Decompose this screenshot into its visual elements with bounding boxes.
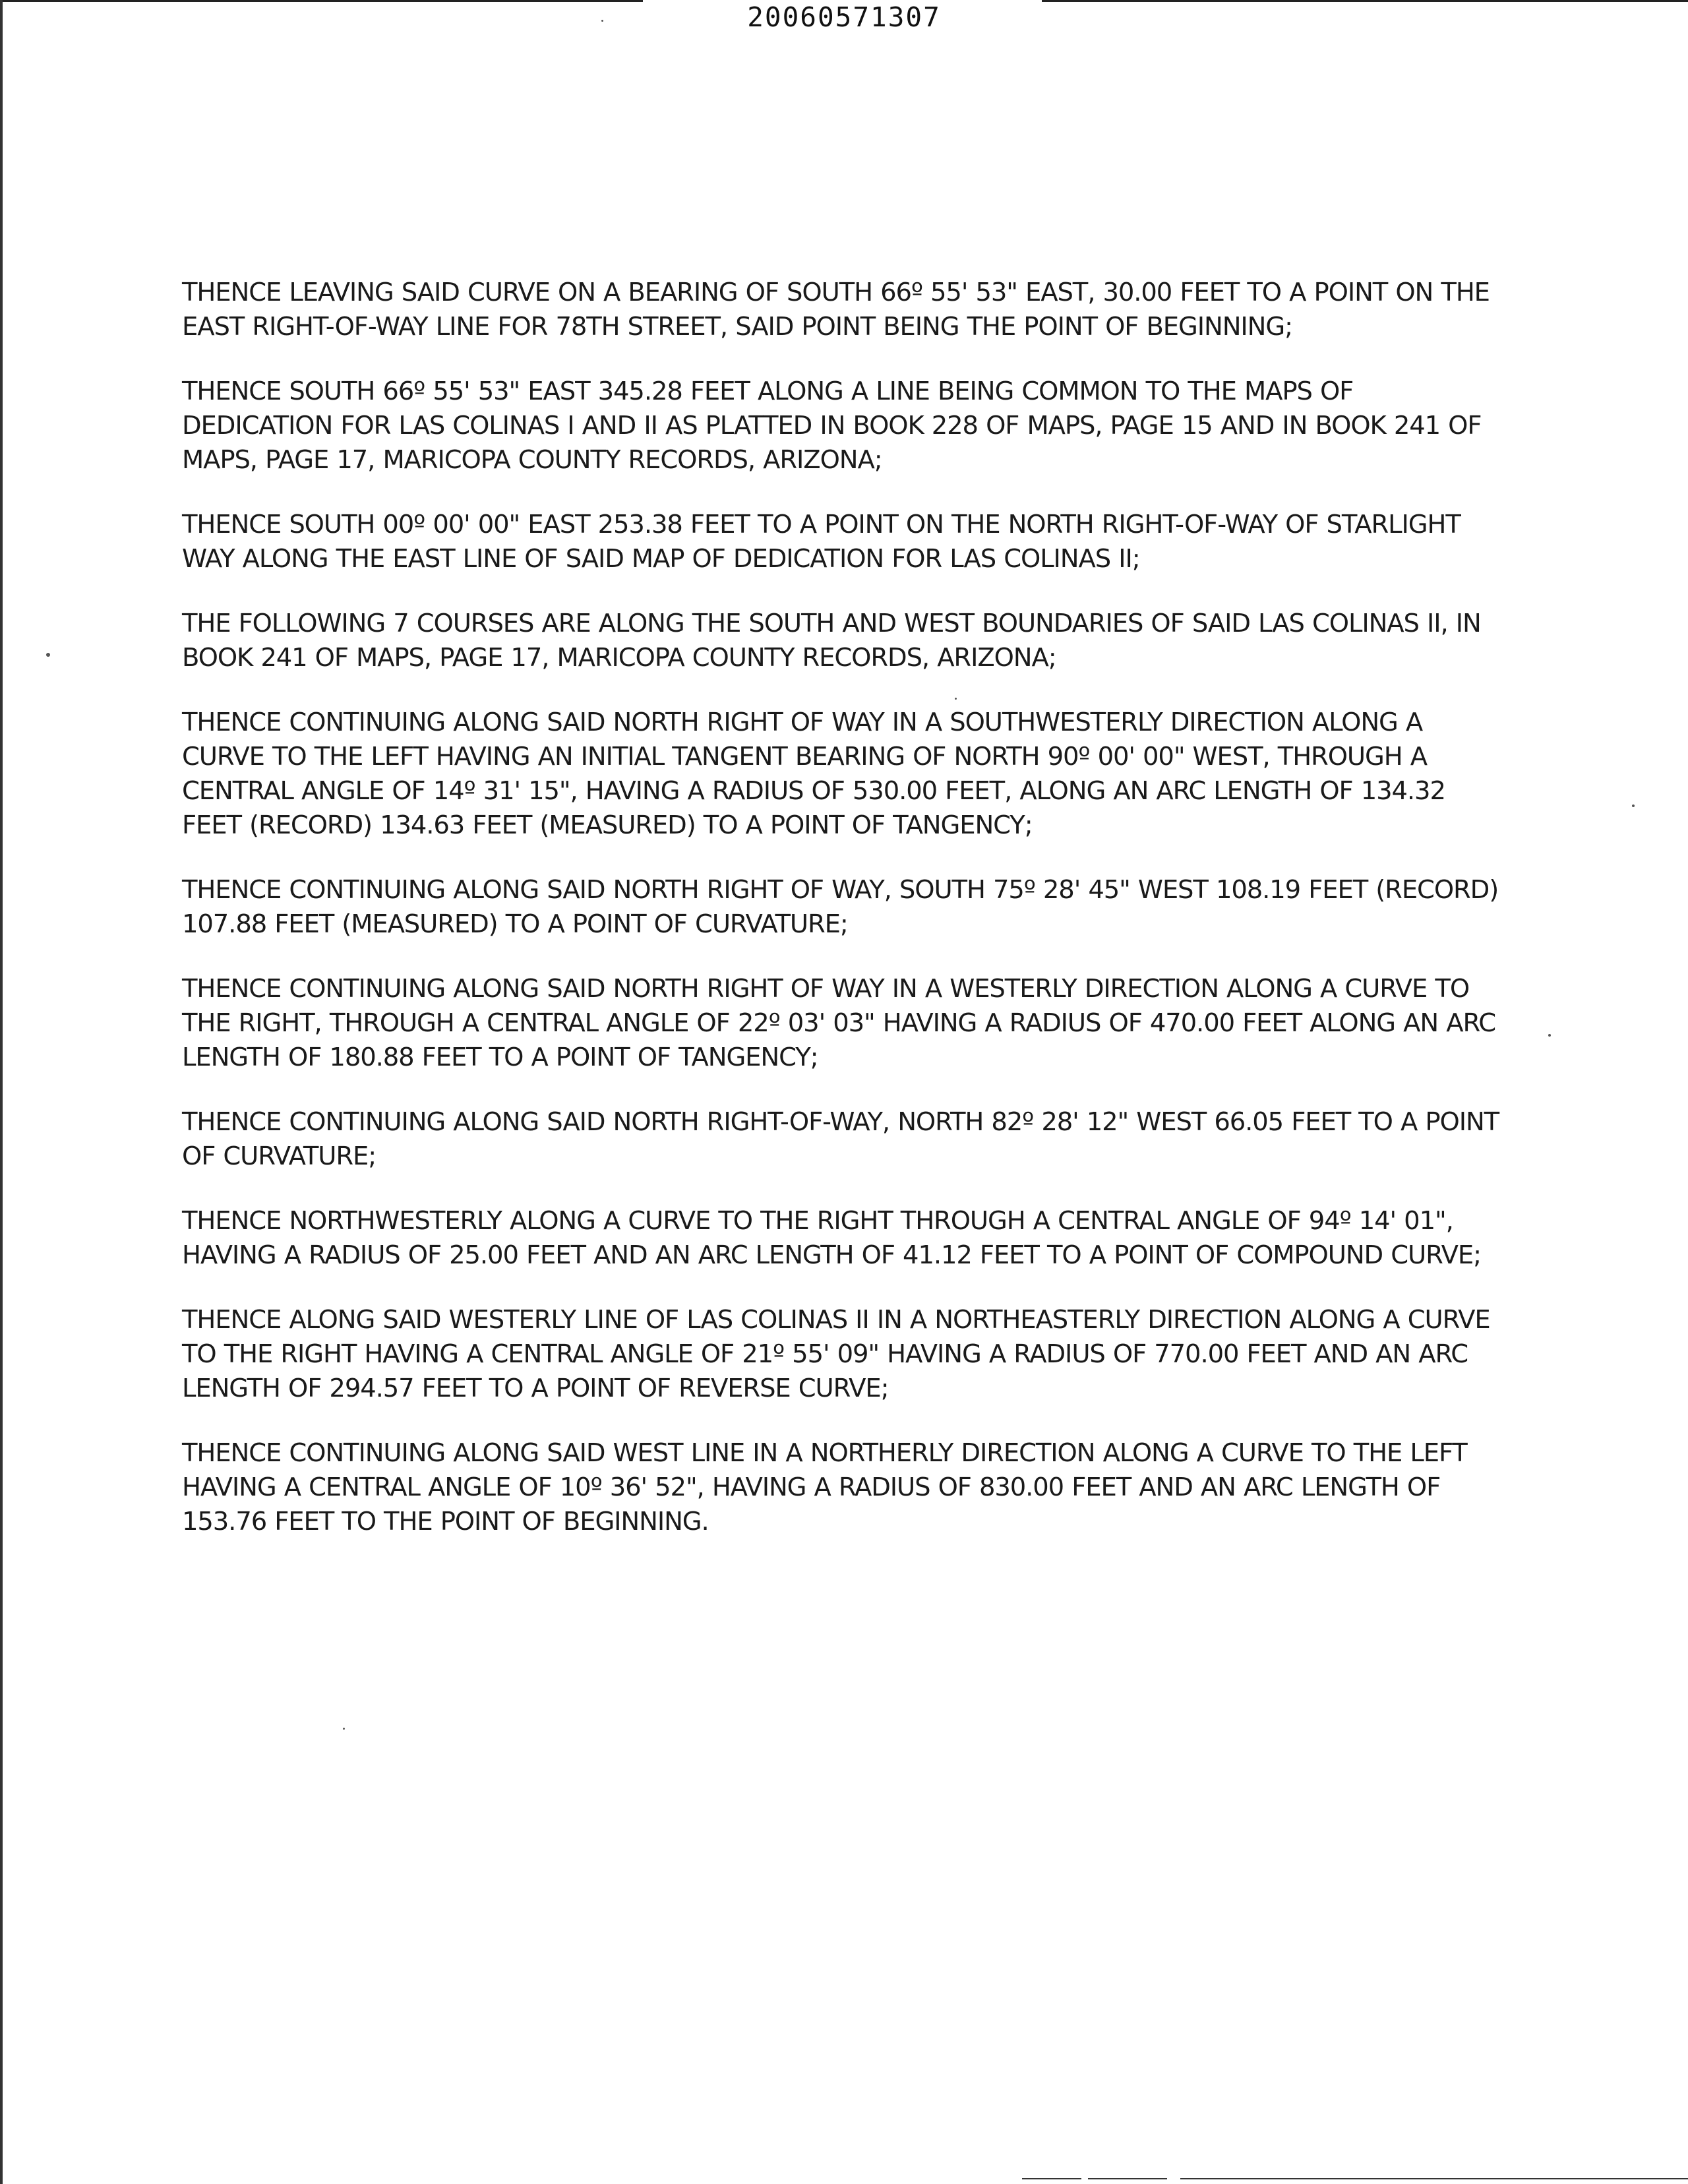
paragraph: THENCE CONTINUING ALONG SAID NORTH RIGHT OF WAY IN A SOUTHWESTERLY DIRECTION ALONG A CURVE TO THE LEFT HAVING AN INITIAL TANGENT BEARING OF NORTH 90º 00' 00" WEST, THROUGH A CENTRAL ANGLE OF 14º 31' 15", HAVING A RADIUS OF 530.00 FEET, ALONG AN ARC LENGTH OF 134.32 FEET (RECORD) 134.63 FEET (MEASURED) TO A POINT OF TANGENCY; xyxy=(182,708,1445,840)
paragraph: THENCE CONTINUING ALONG SAID NORTH RIGHT OF WAY IN A WESTERLY DIRECTION ALONG A CURVE TO THE RIGHT, THROUGH A CENTRAL ANGLE OF 22º 03' 03" HAVING A RADIUS OF 470.00 FEET ALONG AN ARC LENGTH OF 180.88 FEET TO A POINT OF TANGENCY; xyxy=(182,974,1495,1072)
paragraph: THENCE CONTINUING ALONG SAID NORTH RIGHT-OF-WAY, NORTH 82º 28' 12" WEST 66.05 FEET TO A POINT OF CURVATURE; xyxy=(182,1107,1499,1171)
paragraph: THENCE SOUTH 66º 55' 53" EAST 345.28 FEET ALONG A LINE BEING COMMON TO THE MAPS OF DEDICATION FOR LAS COLINAS I AND II AS PLATTED IN BOOK 228 OF MAPS, PAGE 15 AND IN BOOK 241 OF MAPS, PAGE 17, MARICOPA COUNTY RECORDS, ARIZONA; xyxy=(182,377,1482,475)
scan-border-bottom xyxy=(1088,2178,1167,2179)
paragraph: THENCE CONTINUING ALONG SAID WEST LINE IN A NORTHERLY DIRECTION ALONG A CURVE TO THE LEFT HAVING A CENTRAL ANGLE OF 10º 36' 52", HAVING A RADIUS OF 830.00 FEET AND AN ARC LENGTH OF 153.76 FEET TO THE POINT OF BEGINNING. xyxy=(182,1438,1467,1536)
paragraph: THENCE NORTHWESTERLY ALONG A CURVE TO THE RIGHT THROUGH A CENTRAL ANGLE OF 94º 14' 01", HAVING A RADIUS OF 25.00 FEET AND AN ARC LENGTH OF 41.12 FEET TO A POINT OF COMPOUND CURVE; xyxy=(182,1206,1481,1270)
paragraph: THE FOLLOWING 7 COURSES ARE ALONG THE SOUTH AND WEST BOUNDARIES OF SAID LAS COLINAS II, IN BOOK 241 OF MAPS, PAGE 17, MARICOPA COUNTY RECORDS, ARIZONA; xyxy=(182,609,1481,673)
scan-speck xyxy=(1548,1034,1551,1037)
paragraph: THENCE SOUTH 00º 00' 00" EAST 253.38 FEET TO A POINT ON THE NORTH RIGHT-OF-WAY OF STARLIGHT WAY ALONG THE EAST LINE OF SAID MAP OF DEDICATION FOR LAS COLINAS II; xyxy=(182,510,1461,574)
scan-speck xyxy=(46,653,50,657)
scan-speck xyxy=(601,20,603,22)
scan-border-left xyxy=(0,0,3,2184)
scan-speck xyxy=(955,698,957,700)
paragraph: THENCE ALONG SAID WESTERLY LINE OF LAS COLINAS II IN A NORTHEASTERLY DIRECTION ALONG A CURVE TO THE RIGHT HAVING A CENTRAL ANGLE OF 21º 55' 09" HAVING A RADIUS OF 770.00 FEET AND AN ARC LENGTH OF 294.57 FEET TO A POINT OF REVERSE CURVE; xyxy=(182,1305,1490,1403)
scan-speck xyxy=(343,1728,345,1730)
document-number: 20060571307 xyxy=(747,1,941,33)
paragraph: THENCE CONTINUING ALONG SAID NORTH RIGHT OF WAY, SOUTH 75º 28' 45" WEST 108.19 FEET (RECORD) 107.88 FEET (MEASURED) TO A POINT OF CURVATURE; xyxy=(182,875,1499,939)
paragraph: THENCE LEAVING SAID CURVE ON A BEARING OF SOUTH 66º 55' 53" EAST, 30.00 FEET TO A POINT ON THE EAST RIGHT-OF-WAY LINE FOR 78TH STREET, SAID POINT BEING THE POINT OF BEGINNING; xyxy=(182,278,1490,342)
scan-border-bottom xyxy=(1180,2178,1688,2179)
scan-speck xyxy=(1632,804,1635,807)
legal-description xyxy=(182,276,1501,1569)
scan-border-bottom xyxy=(1022,2178,1081,2179)
